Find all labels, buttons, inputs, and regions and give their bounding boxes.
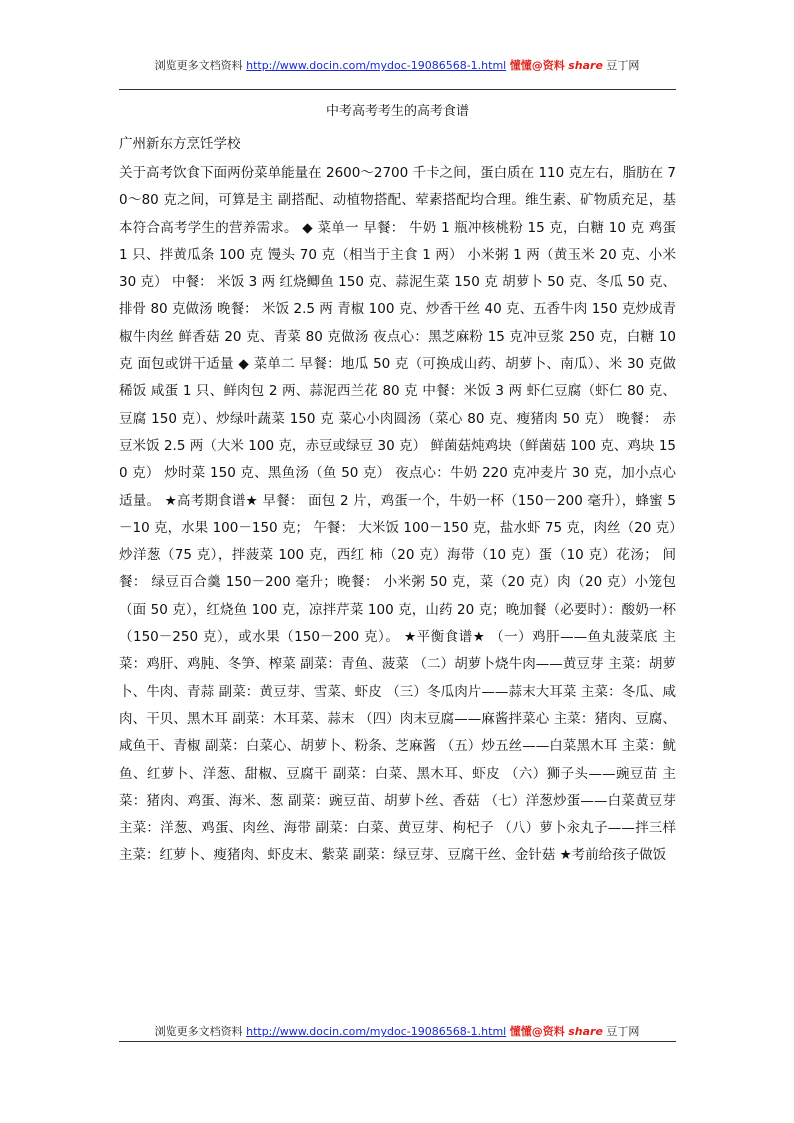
banner-text: 浏览更多文档资料 (154, 59, 243, 72)
footer-banner-site-name: 豆丁网 (606, 1025, 640, 1038)
footer-banner-link[interactable]: http://www.docin.com/mydoc-19086568-1.html (246, 1025, 507, 1038)
document-author: 广州新东方烹饪学校 (119, 136, 241, 152)
document-title: 中考高考考生的高考食谱 (325, 104, 469, 119)
banner-link[interactable]: http://www.docin.com/mydoc-19086568-1.html (246, 59, 507, 72)
document-body: 关于高考饮食下面两份菜单能量在 2600～2700 千卡之间，蛋白质在 110 克左右，脂肪在 70～80 克之间，可算是主 副搭配、动植物搭配、荤素搭配均合理。维生素、矿物质充足，基本符合高考学生的营养需求。 ◆ 菜单一 早餐： 牛奶 1 瓶冲核桃粉 15 克，白糖 10 克 鸡蛋 1 只、拌黄瓜条 100 克 馒头 70 克（相当于主食 1 两） 小米粥 1 两（黄玉米 20 克、小米 30 克） 中餐： 米饭 3 两 红烧鲫鱼 150 克、蒜泥生菜 150 克 胡萝卜 50 克、冬瓜 50 克、排骨 80 克做汤 晚餐： 米饭 2.5 两 青椒 100 克、炒香干丝 40 克、五香牛肉 150 克炒成青椒牛肉丝 鲜香菇 20 克、青菜 80 克做汤 夜点心：黑芝麻粉 15 克冲豆浆 250 克，白糖 10 克 面包或饼干适量 ◆ 菜单二 早餐：地瓜 50 克（可换成山药、胡萝卜、南瓜）、米 30 克做稀饭 咸蛋 1 只、鲜肉包 2 两、蒜泥西兰花 80 克 中餐：米饭 3 两 虾仁豆腐（虾仁 80 克、豆腐 150 克）、炒绿叶蔬菜 150 克 菜心小肉圆汤（菜心 80 克、瘦猪肉 50 克） 晚餐： 赤豆米饭 2.5 两（大米 100 克，赤豆或绿豆 30 克） 鲜菌菇炖鸡块（鲜菌菇 100 克、鸡块 150 克） 炒时菜 150 克、黑鱼汤（鱼 50 克） 夜点心：牛奶 220 克冲麦片 30 克，加小点心适量。 ★高考期食谱★ 早餐： 面包 2 片，鸡蛋一个，牛奶一杯（150－200 毫升），蜂蜜 5－10 克，水果 100－150 克； 午餐： 大米饭 100－150 克，盐水虾 75 克，肉丝（20 克）炒洋葱（75 克），拌菠菜 100 克，西红 柿（20 克）海带（10 克）蛋（10 克）花汤； 间餐： 绿豆百合羹 150－200 毫升；晚餐： 小米粥 50 克，菜（20 克）肉（20 克）小笼包（面 50 克），红烧鱼 100 克，凉拌芹菜 100 克，山药 20 克；晚加餐（必要时）：酸奶一杯（150－250 克），或水果（150－200 克）。 ★平衡食谱★ （一）鸡肝——鱼丸菠菜底 主菜：鸡肝、鸡肫、冬笋、榨菜 副菜：青鱼、菠菜 （二）胡萝卜烧牛肉——黄豆芽 主菜：胡萝卜、牛肉、青蒜 副菜：黄豆芽、雪菜、虾皮 （三）冬瓜肉片——蒜末大耳菜 主菜：冬瓜、咸肉、干贝、黑木耳 副菜：木耳菜、蒜末 （四）肉末豆腐——麻酱拌菜心 主菜：猪肉、豆腐、咸鱼干、青椒 副菜：白菜心、胡萝卜、粉条、芝麻酱 （五）炒五丝——白菜黑木耳 主菜：鱿鱼、红萝卜、洋葱、甜椒、豆腐干 副菜：白菜、黑木耳、虾皮 （六）狮子头——豌豆苗 主菜：猪肉、鸡蛋、海米、葱 副菜：豌豆苗、胡萝卜丝、香菇 （七）洋葱炒蛋——白菜黄豆芽 主菜：洋葱、鸡蛋、肉丝、海带 副菜：白菜、黄豆芽、枸杞子 （八）萝卜汆丸子——拌三样 主菜：红萝卜、瘦猪肉、虾皮末、紫菜 副菜：绿豆芽、豆腐干丝、金针菇 ★考前给孩子做饭 (119, 165, 676, 864)
banner-share: share (568, 59, 603, 72)
footer-banner-text: 浏览更多文档资料 (154, 1025, 243, 1038)
header-banner (0, 59, 794, 73)
footer-banner-brand-logo: 懂懂@资料 (509, 1025, 565, 1038)
footer-divider (119, 1041, 676, 1042)
banner-brand-logo: 懂懂@资料 (509, 59, 565, 72)
header-divider (119, 89, 676, 90)
footer-banner (0, 1025, 794, 1039)
footer-banner-share: share (568, 1025, 603, 1038)
banner-site-name: 豆丁网 (606, 59, 640, 72)
